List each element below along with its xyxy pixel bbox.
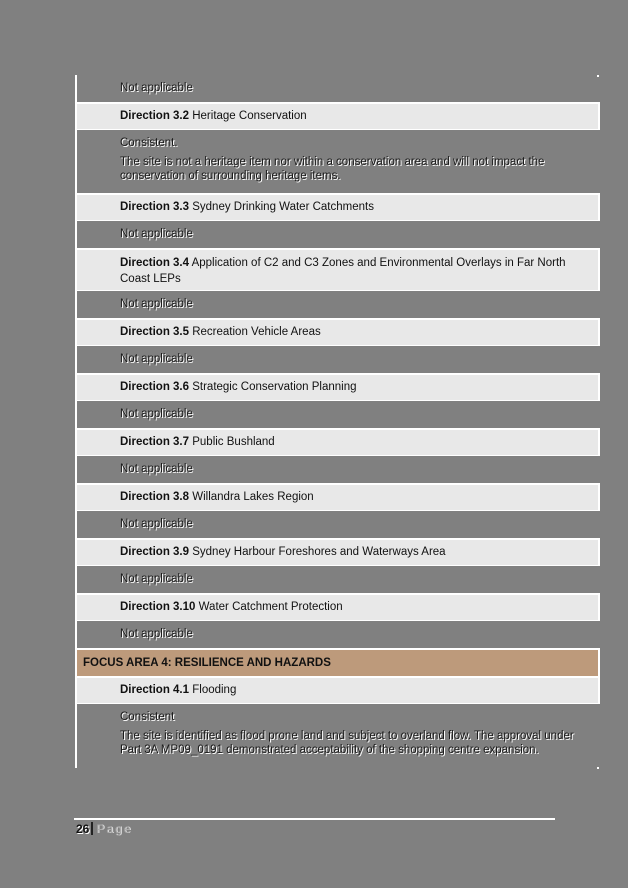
direction-number: Direction 3.2 xyxy=(120,110,190,122)
direction-3-3-row xyxy=(77,193,600,221)
direction-3-1-status xyxy=(77,75,600,102)
status-text: Not applicable xyxy=(120,518,193,530)
direction-number: Direction 3.9 xyxy=(120,546,190,558)
direction-3-2-row xyxy=(77,102,600,130)
assessment-detail: The site is identified as flood prone land and subject to overland flow. The approval under Part 3A MP09_0191 demonstrated acceptability of the shopping centre expansion. xyxy=(120,730,574,756)
direction-number: Direction 3.3 xyxy=(120,201,190,213)
page-label: Page xyxy=(96,822,133,836)
direction-title: Strategic Conservation Planning xyxy=(192,381,357,393)
page-footer xyxy=(76,822,132,836)
status-text: Not applicable xyxy=(120,298,193,310)
status-text: Not applicable xyxy=(120,408,193,420)
direction-3-10-row xyxy=(77,593,600,621)
direction-3-4-status xyxy=(77,291,600,318)
direction-number: Direction 4.1 xyxy=(120,684,190,696)
direction-number: Direction 3.8 xyxy=(120,491,190,503)
footer-rule xyxy=(74,818,555,820)
direction-number: Direction 3.6 xyxy=(120,381,190,393)
status-text: Not applicable xyxy=(120,353,193,365)
assessment-detail: The site is not a heritage item nor within a conservation area and will not impact the conservation of surrounding heritage items. xyxy=(120,156,545,182)
direction-3-8-row xyxy=(77,483,600,511)
direction-title: Flooding xyxy=(192,684,237,696)
status-text: Consistent. xyxy=(120,137,178,149)
status-text: Not applicable xyxy=(120,82,193,94)
direction-3-2-assessment xyxy=(77,130,600,193)
direction-3-7-status xyxy=(77,456,600,483)
direction-3-10-status xyxy=(77,621,600,648)
direction-title: Heritage Conservation xyxy=(192,110,307,122)
focus-area-4-header xyxy=(77,648,600,676)
focus-area-title: FOCUS AREA 4: RESILIENCE AND HAZARDS xyxy=(83,657,331,669)
direction-3-9-status xyxy=(77,566,600,593)
direction-3-4-row xyxy=(77,248,600,291)
direction-number: Direction 3.10 xyxy=(120,601,196,613)
direction-title: Recreation Vehicle Areas xyxy=(192,326,321,338)
direction-4-1-assessment xyxy=(77,704,600,767)
direction-number: Direction 3.7 xyxy=(120,436,190,448)
page-number: 26 xyxy=(76,822,90,836)
direction-title: Public Bushland xyxy=(192,436,275,448)
corner-mark-top-right xyxy=(597,75,599,77)
status-text: Not applicable xyxy=(120,628,193,640)
direction-3-7-row xyxy=(77,428,600,456)
direction-title: Willandra Lakes Region xyxy=(192,491,314,503)
direction-3-6-status xyxy=(77,401,600,428)
direction-3-9-row xyxy=(77,538,600,566)
direction-number: Direction 3.5 xyxy=(120,326,190,338)
direction-title: Application of C2 and C3 Zones and Environmental Overlays in Far North Coast LEPs xyxy=(120,257,566,285)
direction-title: Sydney Drinking Water Catchments xyxy=(192,201,374,213)
direction-3-6-row xyxy=(77,373,600,401)
direction-title: Water Catchment Protection xyxy=(198,601,343,613)
status-text: Not applicable xyxy=(120,228,193,240)
status-text: Not applicable xyxy=(120,573,193,585)
direction-3-3-status xyxy=(77,221,600,248)
direction-3-5-status xyxy=(77,346,600,373)
directions-table xyxy=(75,75,600,768)
footer-separator xyxy=(91,822,93,835)
direction-4-1-row xyxy=(77,676,600,704)
direction-number: Direction 3.4 xyxy=(120,257,190,269)
direction-3-8-status xyxy=(77,511,600,538)
corner-mark-bottom-right xyxy=(597,767,599,769)
direction-title: Sydney Harbour Foreshores and Waterways Area xyxy=(192,546,446,558)
status-text: Not applicable xyxy=(120,463,193,475)
status-text: Consistent xyxy=(120,711,175,723)
direction-3-5-row xyxy=(77,318,600,346)
